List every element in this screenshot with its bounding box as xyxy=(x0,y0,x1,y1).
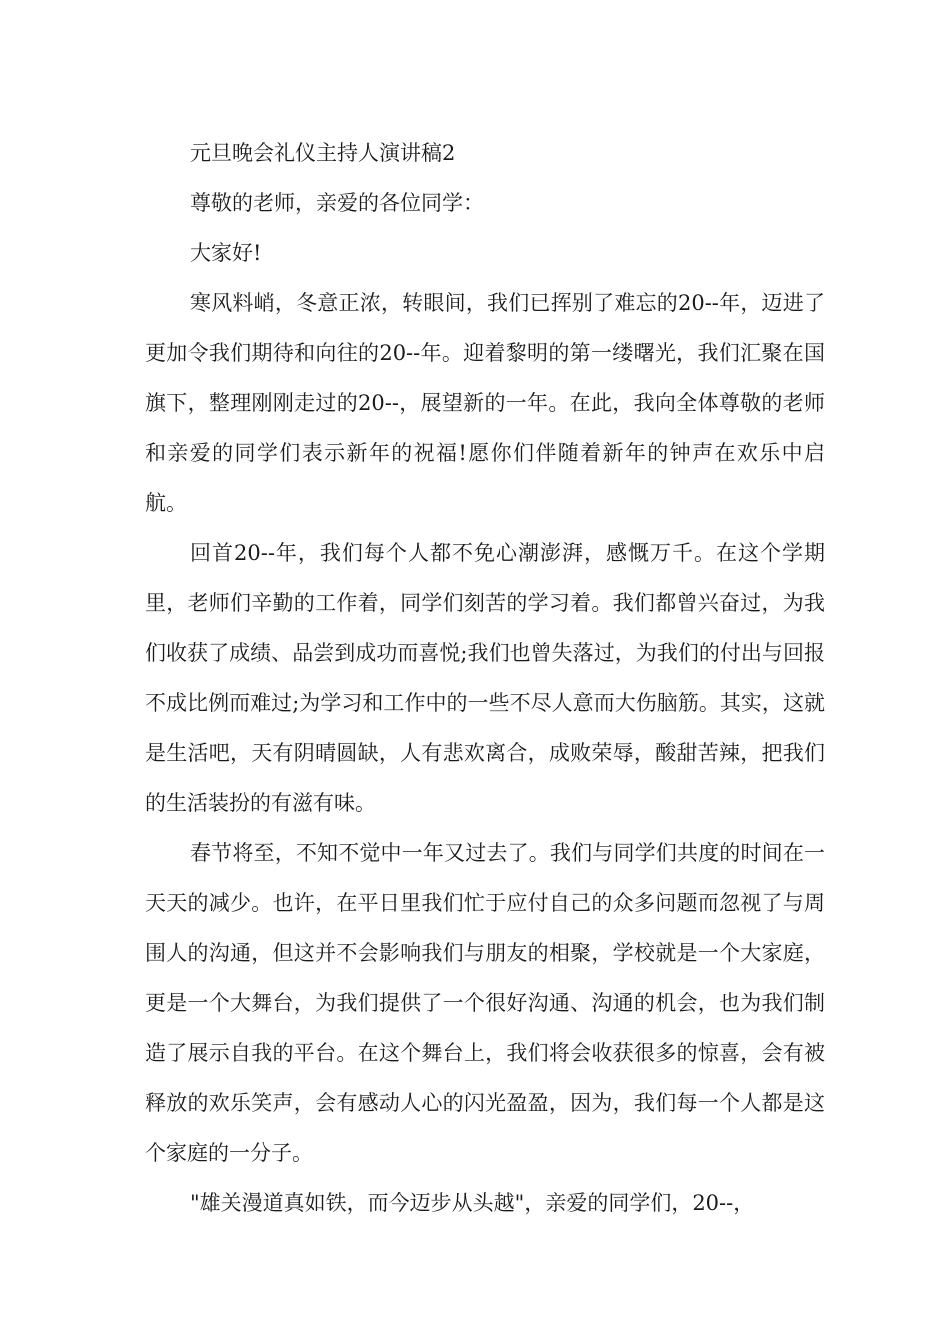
body-paragraph: 回首20--年，我们每个人都不免心潮澎湃，感慨万千。在这个学期里，老师们辛勤的工作着，同学们刻苦的学习着。我们都曾兴奋过，为我们收获了成绩、品尝到成功而喜悦;我们也曾失落过，为我们的付出与回报不成比例而难过;为学习和工作中的一些不尽人意而大伤脑筋。其实，这就是生活吧，天有阴晴圆缺，人有悲欢离合，成败荣辱，酸甜苦辣，把我们的生活装扮的有滋有味。 xyxy=(145,541,825,815)
greeting: 大家好! xyxy=(190,241,262,265)
salutation: 尊敬的老师，亲爱的各位同学： xyxy=(190,191,484,215)
body-paragraph: 春节将至，不知不觉中一年又过去了。我们与同学们共度的时间在一天天的减少。也许，在平日里我们忙于应付自己的众多问题而忽视了与周围人的沟通，但这并不会影响我们与朋友的相聚，学校就是一个大家庭，更是一个大舞台，为我们提供了一个很好沟通、沟通的机会，也为我们制造了展示自我的平台。在这个舞台上，我们将会收获很多的惊喜，会有被释放的欢乐笑声，会有感动人心的闪光盈盈，因为，我们每一个人都是这个家庭的一分子。 xyxy=(145,841,825,1165)
document-page xyxy=(145,128,825,1228)
document-title: 元旦晚会礼仪主持人演讲稿2 xyxy=(190,141,456,165)
body-paragraph: "雄关漫道真如铁，而今迈步从头越"，亲爱的同学们，20--， xyxy=(190,1191,755,1215)
body-paragraph: 寒风料峭，冬意正浓，转眼间，我们已挥别了难忘的20--年，迈进了更加令我们期待和向往的20--年。迎着黎明的第一缕曙光，我们汇聚在国旗下，整理刚刚走过的20--，展望新的一年。在此，我向全体尊敬的老师和亲爱的同学们表示新年的祝福!愿你们伴随着新年的钟声在欢乐中启航。 xyxy=(145,291,825,515)
